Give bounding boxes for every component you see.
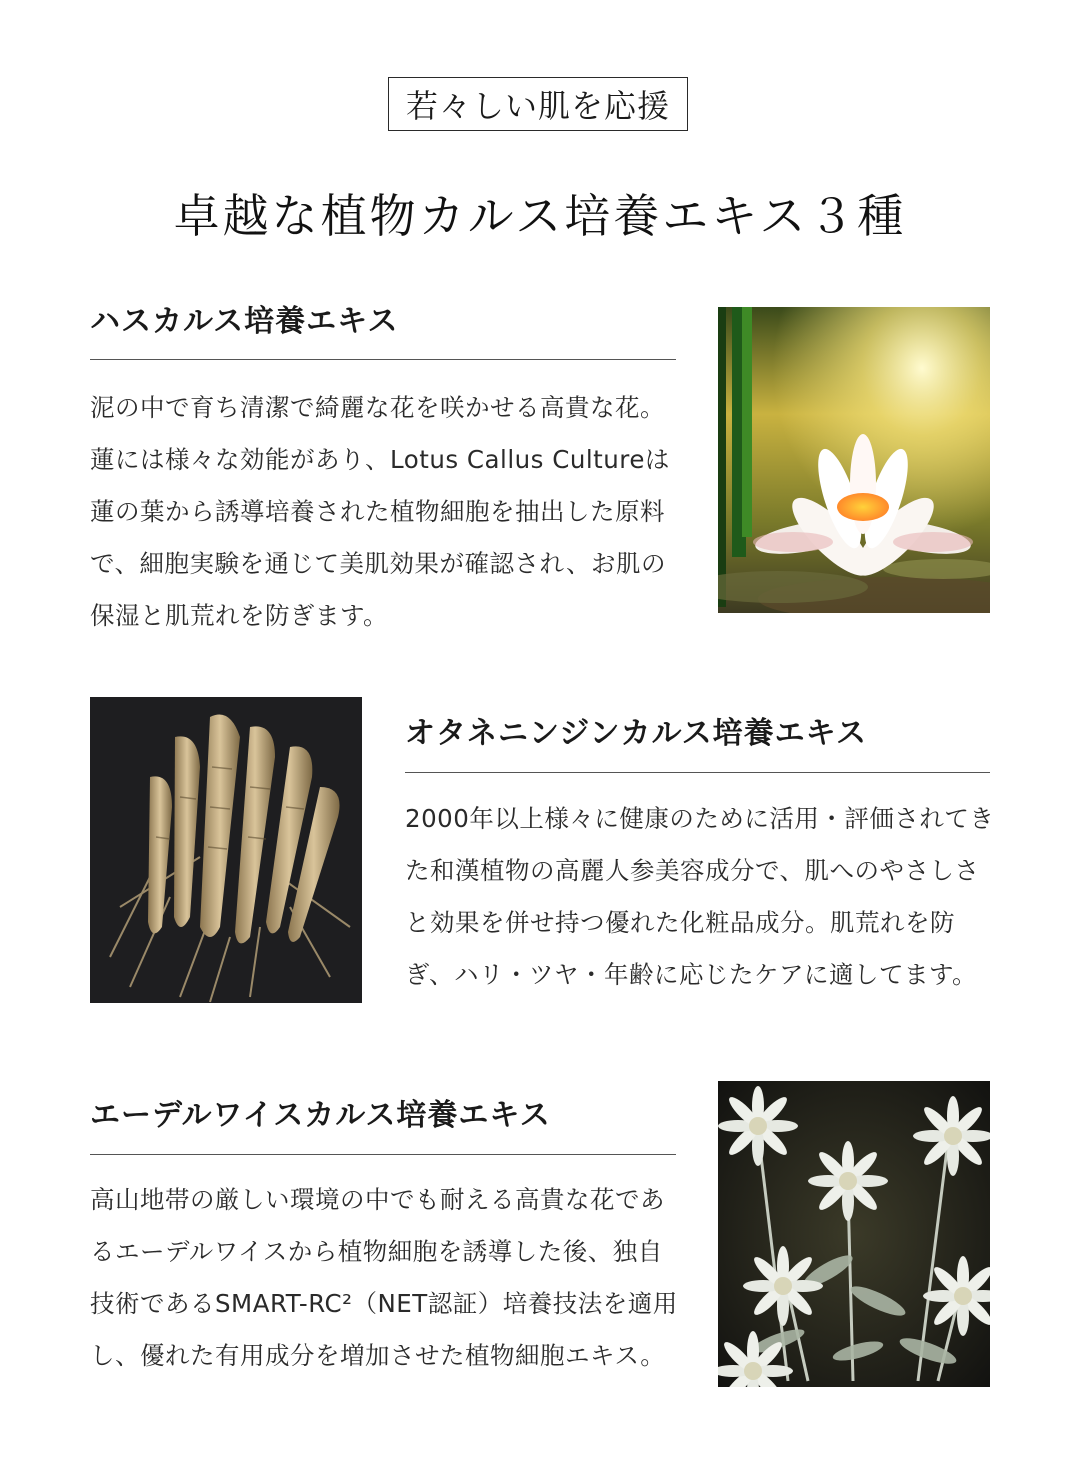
page-title: 卓越な植物カルス培養エキス３種 <box>173 189 907 243</box>
section-title-lotus: ハスカルス培養エキス <box>90 304 399 339</box>
section-body-lotus: 泥の中で育ち清潔で綺麗な花を咲かせる高貴な花。蓮には様々な効能があり、Lotus Callus Cultureは蓮の葉から誘導培養された植物細胞を抽出した原料で、細胞実験を通じて美肌効果が確認され、お肌の保湿と肌荒れを防ぎます。 <box>90 393 670 630</box>
edelweiss-flower-photo <box>718 1081 990 1387</box>
section-title-ginseng: オタネニンジンカルス培養エキス <box>405 716 867 751</box>
section-divider <box>90 1154 676 1155</box>
section-body-ginseng: 2000年以上様々に健康のために活用・評価されてきた和漢植物の高麗人参美容成分で、肌へのやさしさと効果を併せ持つ優れた化粧品成分。肌荒れを防ぎ、ハリ・ツヤ・年齢に応じたケアに適してます。 <box>405 804 995 989</box>
ginseng-root-photo <box>90 697 362 1003</box>
section-divider <box>90 359 676 360</box>
section-body-edelweiss: 高山地帯の厳しい環境の中でも耐える高貴な花であるエーデルワイスから植物細胞を誘導した後、独自技術であるSMART-RC²（NET認証）培養技法を適用し、優れた有用成分を増加させた植物細胞エキス。 <box>90 1185 678 1370</box>
section-title-edelweiss: エーデルワイスカルス培養エキス <box>90 1098 551 1133</box>
lotus-flower-photo <box>718 307 990 613</box>
tagline-badge: 若々しい肌を応援 <box>388 77 688 131</box>
section-divider <box>405 772 990 773</box>
